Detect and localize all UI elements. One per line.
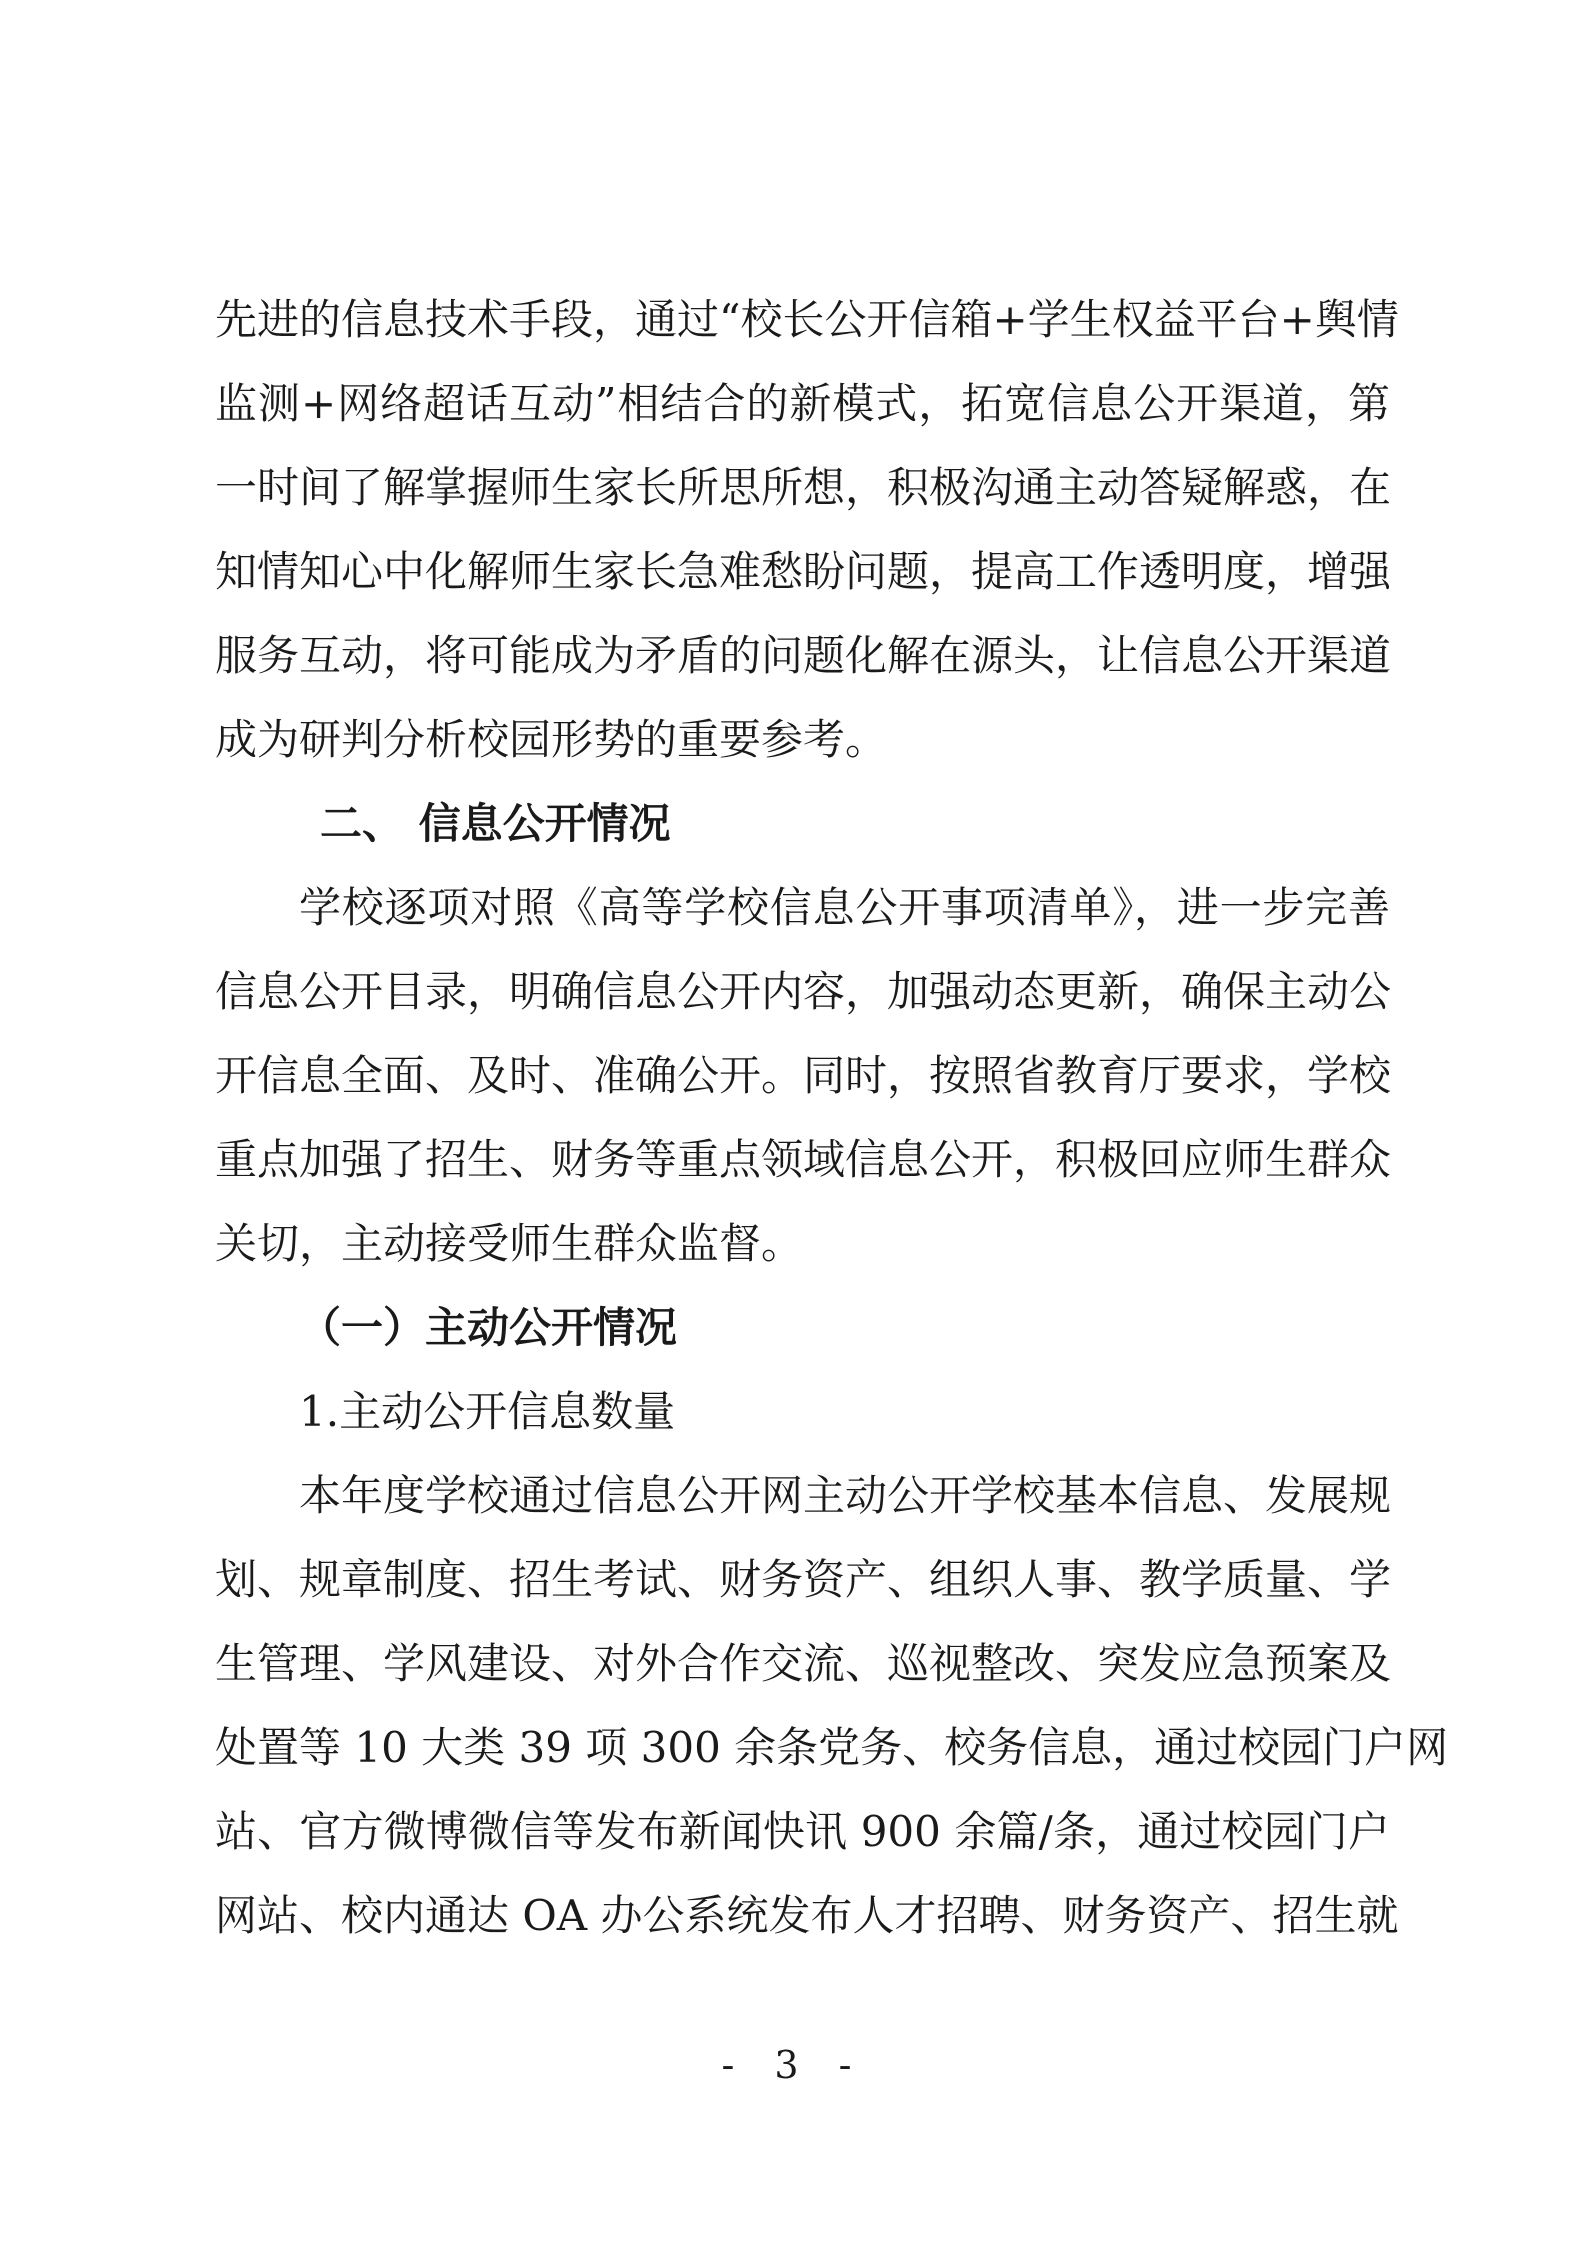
paragraph-3-line-5: 站、官方微博微信等发布新闻快讯 900 余篇/条，通过校园门户: [215, 1807, 1390, 1856]
paragraph-3-line-3: 生管理、学风建设、对外合作交流、巡视整改、突发应急预案及: [215, 1639, 1392, 1688]
paragraph-3-line-6: 网站、校内通达 OA 办公系统发布人才招聘、财务资产、招生就: [215, 1891, 1399, 1940]
paragraph-2-line-2: 信息公开目录，明确信息公开内容，加强动态更新，确保主动公: [215, 967, 1392, 1016]
paragraph-1-line-5: 服务互动，将可能成为矛盾的问题化解在源头，让信息公开渠道: [215, 631, 1392, 680]
item-heading: 1.主动公开信息数量: [299, 1387, 676, 1436]
paragraph-3-line-1: 本年度学校通过信息公开网主动公开学校基本信息、发展规: [299, 1471, 1392, 1520]
section-heading: 二、 信息公开情况: [320, 799, 671, 848]
paragraph-2-line-3: 开信息全面、及时、准确公开。同时，按照省教育厅要求，学校: [215, 1051, 1392, 1100]
page-number: - 3 -: [721, 2043, 866, 2087]
subsection-heading: （一）主动公开情况: [299, 1303, 678, 1352]
paragraph-1-line-3: 一时间了解掌握师生家长所思所想，积极沟通主动答疑解惑，在: [215, 463, 1392, 512]
paragraph-2-line-5: 关切，主动接受师生群众监督。: [215, 1219, 804, 1268]
paragraph-1-line-4: 知情知心中化解师生家长急难愁盼问题，提高工作透明度，增强: [215, 547, 1392, 596]
paragraph-2-line-1: 学校逐项对照《高等学校信息公开事项清单》，进一步完善: [299, 883, 1390, 932]
paragraph-3-line-2: 划、规章制度、招生考试、财务资产、组织人事、教学质量、学: [215, 1555, 1392, 1604]
paragraph-2-line-4: 重点加强了招生、财务等重点领域信息公开，积极回应师生群众: [215, 1135, 1392, 1184]
paragraph-1-line-2: 监测+网络超话互动”相结合的新模式，拓宽信息公开渠道，第: [215, 379, 1390, 428]
paragraph-3-line-4: 处置等 10 大类 39 项 300 余条党务、校务信息，通过校园门户网: [215, 1723, 1449, 1772]
paragraph-1-line-1: 先进的信息技术手段，通过“校长公开信箱+学生权益平台+舆情: [215, 295, 1399, 344]
paragraph-1-line-6: 成为研判分析校园形势的重要参考。: [215, 715, 888, 764]
